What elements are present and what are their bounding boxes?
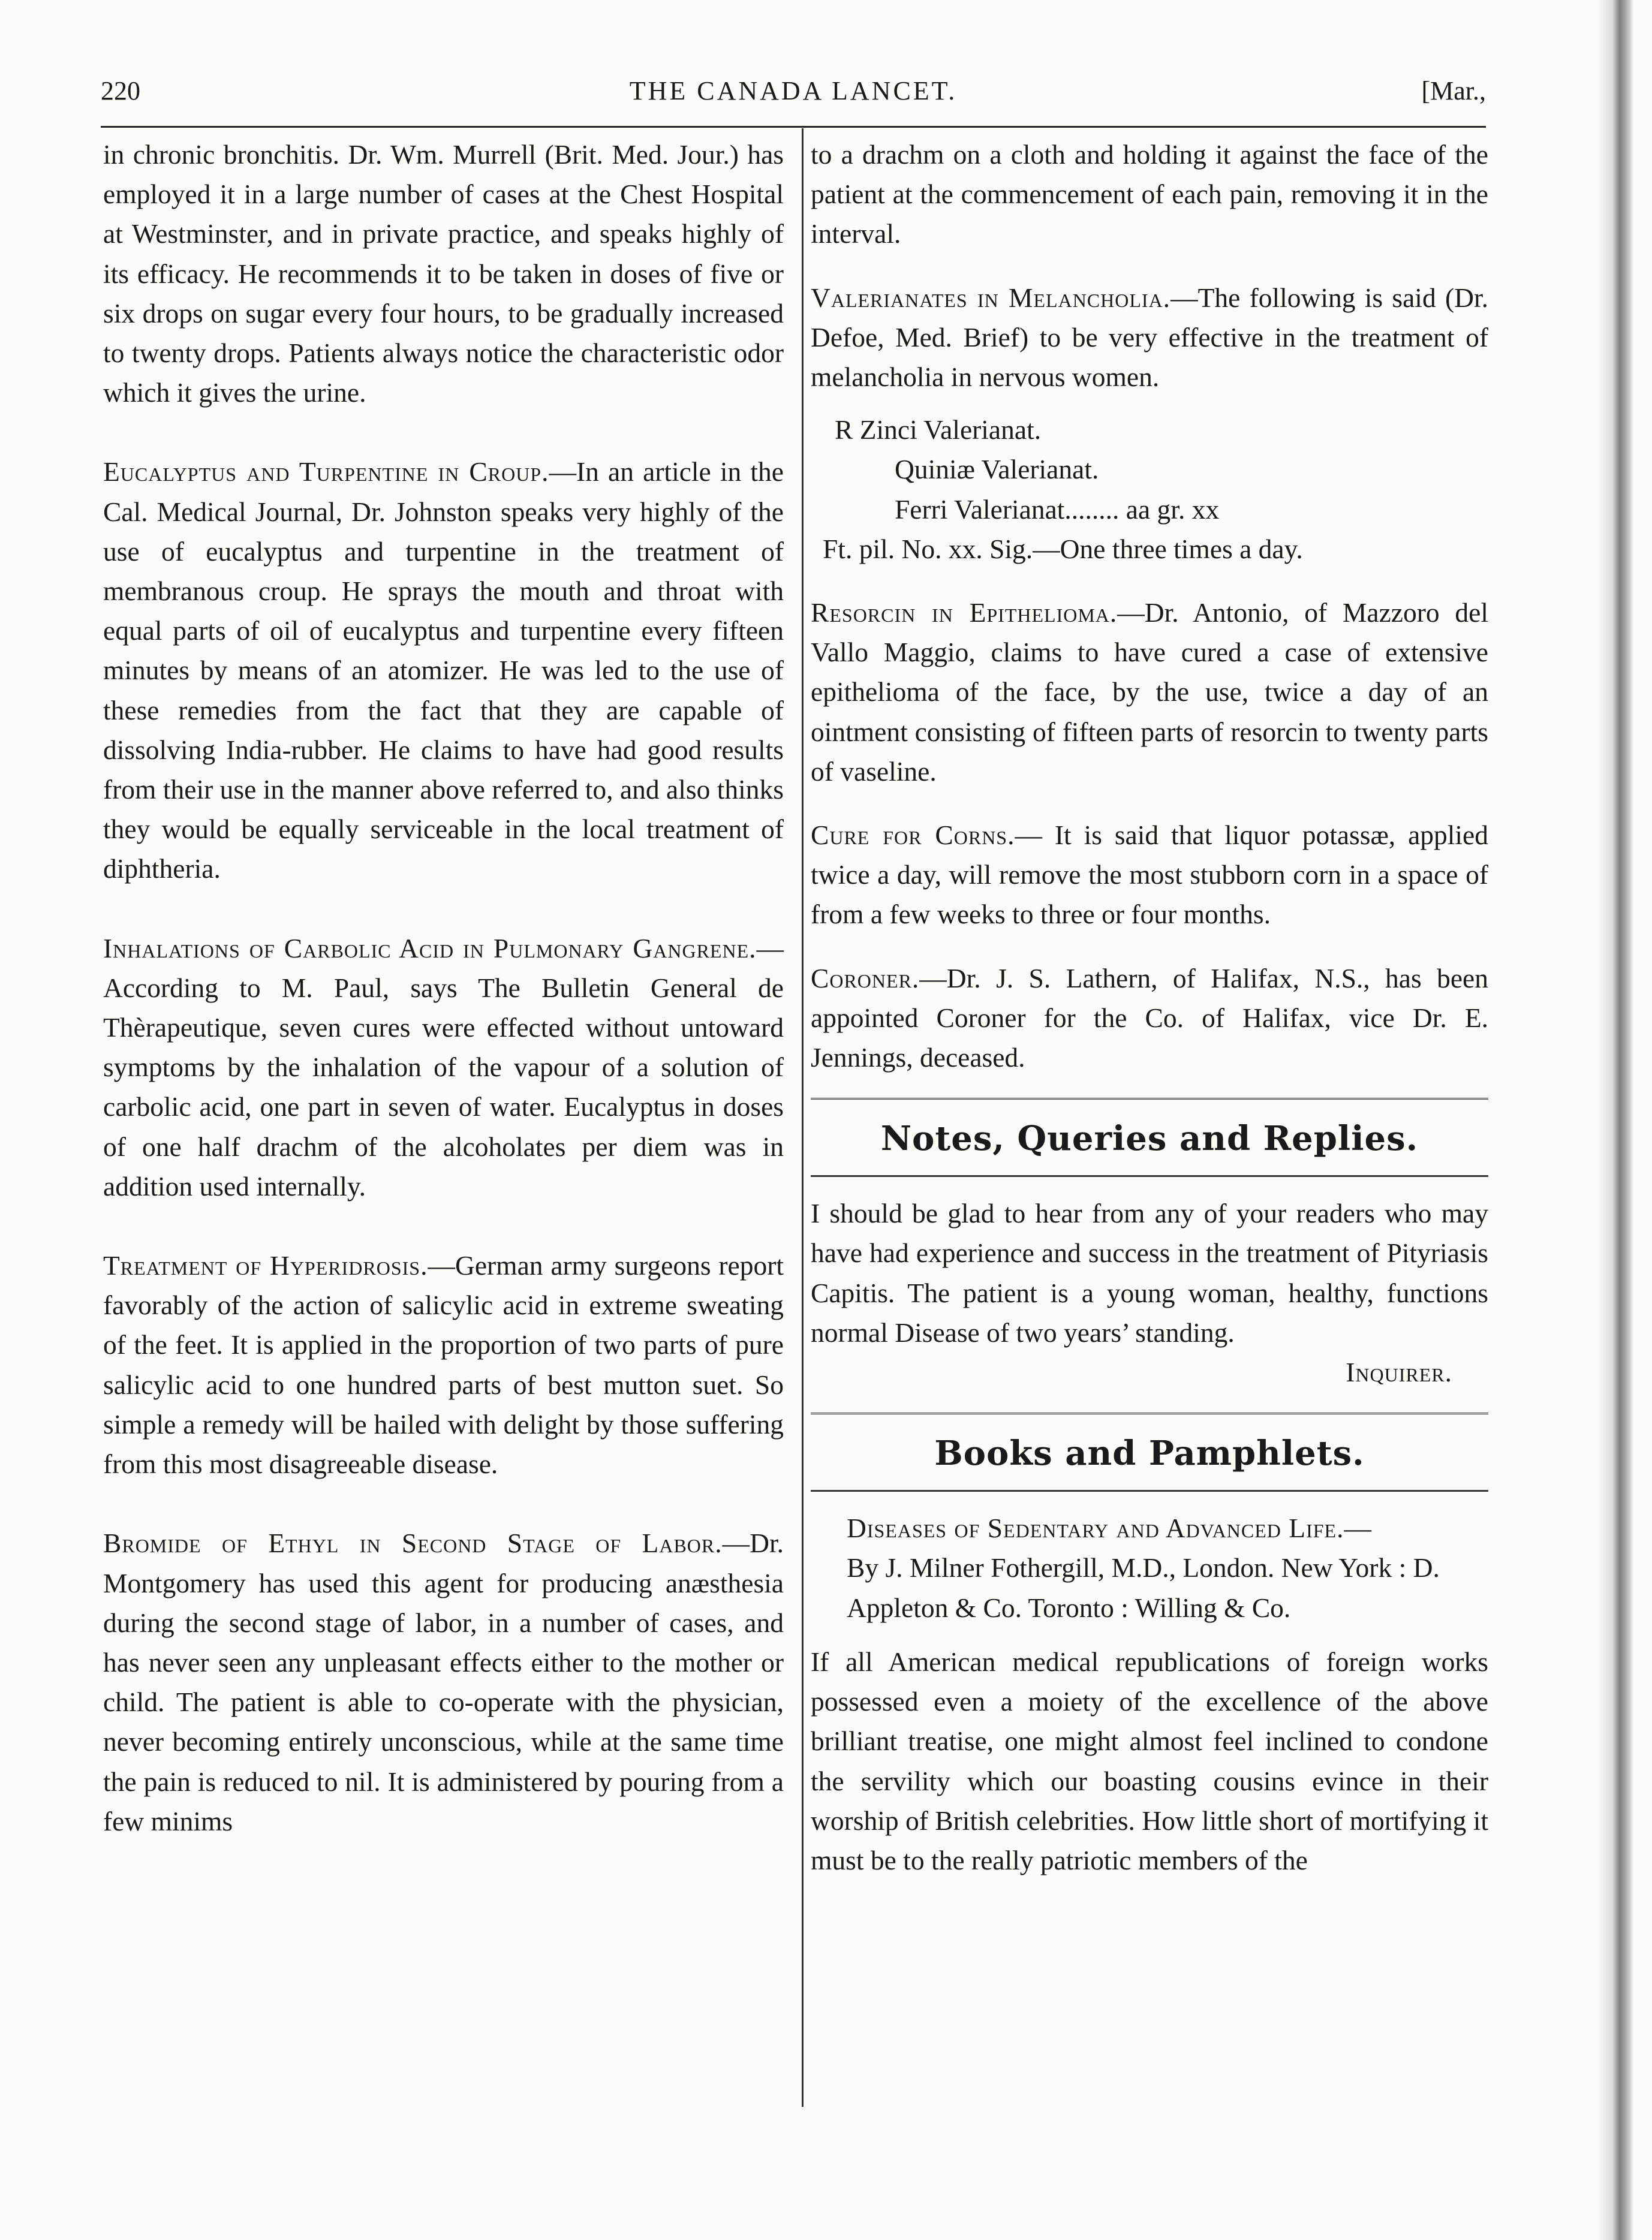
hyperidrosis-article	[103, 1246, 784, 1484]
article-body: —Dr. J. S. Lathern, of Halifax, N.S., has been appointed Coroner for the Co. of Halifax, vice Dr. E. Jennings, deceased.	[811, 962, 1488, 1073]
article-heading: Bromide of Ethyl in Second Stage of Labor.	[103, 1528, 723, 1559]
bronchitis-paragraph: in chronic bronchitis. Dr. Wm. Murrell (Brit. Med. Jour.) has employed it in a large number of cases at the Chest Hospital at Westminster, and in private practice, and speaks highly of its efficacy. He recommends it to be taken in doses of five or six drops on sugar every four hours, to be gradually increased to twenty drops. Patients always notice the characteristic odor which it gives the urine.	[103, 139, 784, 408]
article-body: —In an article in the Cal. Medical Journal, Dr. Johnston speaks very highly of the use of eucalyptus and turpentine in the treatment of membranous croup. He sprays the mouth and throat with equal parts of oil of eucalyptus and turpentine every fifteen minutes by means of an atomizer. He was led to the use of these remedies from the fact that they are capable of dissolving India-rubber. He claims to have had good results from their use in the manner above referred to, and also thinks they would be equally serviceable in the local treatment of diphtheria.	[103, 456, 784, 884]
issue-month: [Mar.,	[1421, 76, 1486, 106]
article-body: — It is said that liquor potassæ, applied twice a day, will remove the most stubborn corn in a space of from a few weeks to three or four months.	[811, 820, 1488, 930]
notes-letter: I should be glad to hear from any of your readers who may have had experience and success in the treatment of Pityriasis Capitis. The patient is a young woman, healthy, functions normal Disease of two years’ standing.	[811, 1198, 1488, 1348]
book-title: Diseases of Sedentary and Advanced Life.—	[847, 1513, 1372, 1544]
running-header	[101, 71, 1486, 119]
article-heading: Cure for Corns.	[811, 820, 1015, 851]
article-body: —The following is said (Dr. Defoe, Med. Brief) to be very effective in the treatment of melancholia in nervous women.	[811, 282, 1488, 393]
book-publication: By J. Milner Fothergill, M.D., London. New York : D. Appleton & Co. Toronto : Willing & Co.	[847, 1552, 1440, 1623]
article-heading: Inhalations of Carbolic Acid in Pulmonary Gangrene.	[103, 932, 757, 964]
header-rule	[101, 126, 1486, 128]
left-column	[103, 135, 784, 1841]
article-heading: Valerianates in Melancholia.	[811, 282, 1171, 313]
rx-line: Ferri Valerianat........ aa gr. xx	[895, 493, 1220, 525]
rx-line: Quiniæ Valerianat.	[895, 454, 1099, 485]
bromide-continuation: to a drachm on a cloth and holding it against the face of the patient at the commencement of each pain, removing it in the interval.	[811, 139, 1488, 249]
notes-signature: Inquirer.	[1346, 1357, 1452, 1388]
article-body: —German army surgeons report favorably of the action of salicylic acid in extreme sweating of the feet. It is applied in the proportion of two parts of pure salicylic acid to one hundred parts of best mutton suet. So simple a remedy will be hailed with delight by those suffering from this most disagreeable disease.	[103, 1250, 784, 1480]
article-heading: Resorcin in Epithelioma.	[811, 597, 1118, 628]
coroner-article	[811, 959, 1488, 1078]
article-heading: Treatment of Hyperidrosis.	[103, 1250, 428, 1281]
article-body: —According to M. Paul, says The Bulletin General de Thèrapeutique, seven cures were effected without untoward symptoms by the inhalation of the vapour of a solution of carbolic acid, one part in seven of water. Eucalyptus in doses of one half drachm of the alcoholates per diem was in addition used internally.	[103, 932, 784, 1202]
journal-title: THE CANADA LANCET.	[629, 76, 958, 106]
rx-line: Ft. pil. No. xx. Sig.—One three times a day.	[823, 533, 1303, 564]
books-section-heading: Books and Pamphlets.	[811, 1413, 1488, 1492]
page-edge-shadow	[1598, 0, 1634, 2240]
valerianates-article	[811, 278, 1488, 398]
eucalyptus-article	[103, 452, 784, 889]
article-body: —Dr. Montgomery has used this agent for producing anæsthesia during the second stage of labor, in a number of cases, and has never seen any unpleasant effects either to the mother or child. The patient is able to co-operate with the physician, never becoming entirely unconscious, while at the same time the pain is reduced to nil. It is administered by pouring from a few minims	[103, 1528, 784, 1836]
article-heading: Coroner.	[811, 962, 920, 993]
article-heading: Eucalyptus and Turpentine in Croup.	[103, 456, 549, 487]
rx-line: R Zinci Valerianat.	[835, 414, 1042, 445]
book-entry	[811, 1509, 1488, 1628]
carbolic-article	[103, 929, 784, 1206]
notes-section-heading: Notes, Queries and Replies.	[811, 1098, 1488, 1177]
prescription	[811, 410, 1488, 569]
page-number: 220	[101, 76, 140, 106]
corns-article	[811, 815, 1488, 935]
book-review: If all American medical republications of foreign works possessed even a moiety of the excellence of the above brilliant treatise, one might almost feel inclined to condone the servility which our boasting cousins evince in their worship of British celebrities. How little short of mortifying it must be to the really patriotic members of the	[811, 1646, 1488, 1875]
right-column	[811, 135, 1488, 1880]
article-body: —Dr. Antonio, of Mazzoro del Vallo Maggio, claims to have cured a case of extensive epithelioma of the face, by the use, twice a day of an ointment consisting of fifteen parts of resorcin to twenty parts of vaseline.	[811, 597, 1488, 787]
resorcin-article	[811, 593, 1488, 791]
column-divider	[802, 128, 804, 2107]
bromide-article	[103, 1524, 784, 1841]
